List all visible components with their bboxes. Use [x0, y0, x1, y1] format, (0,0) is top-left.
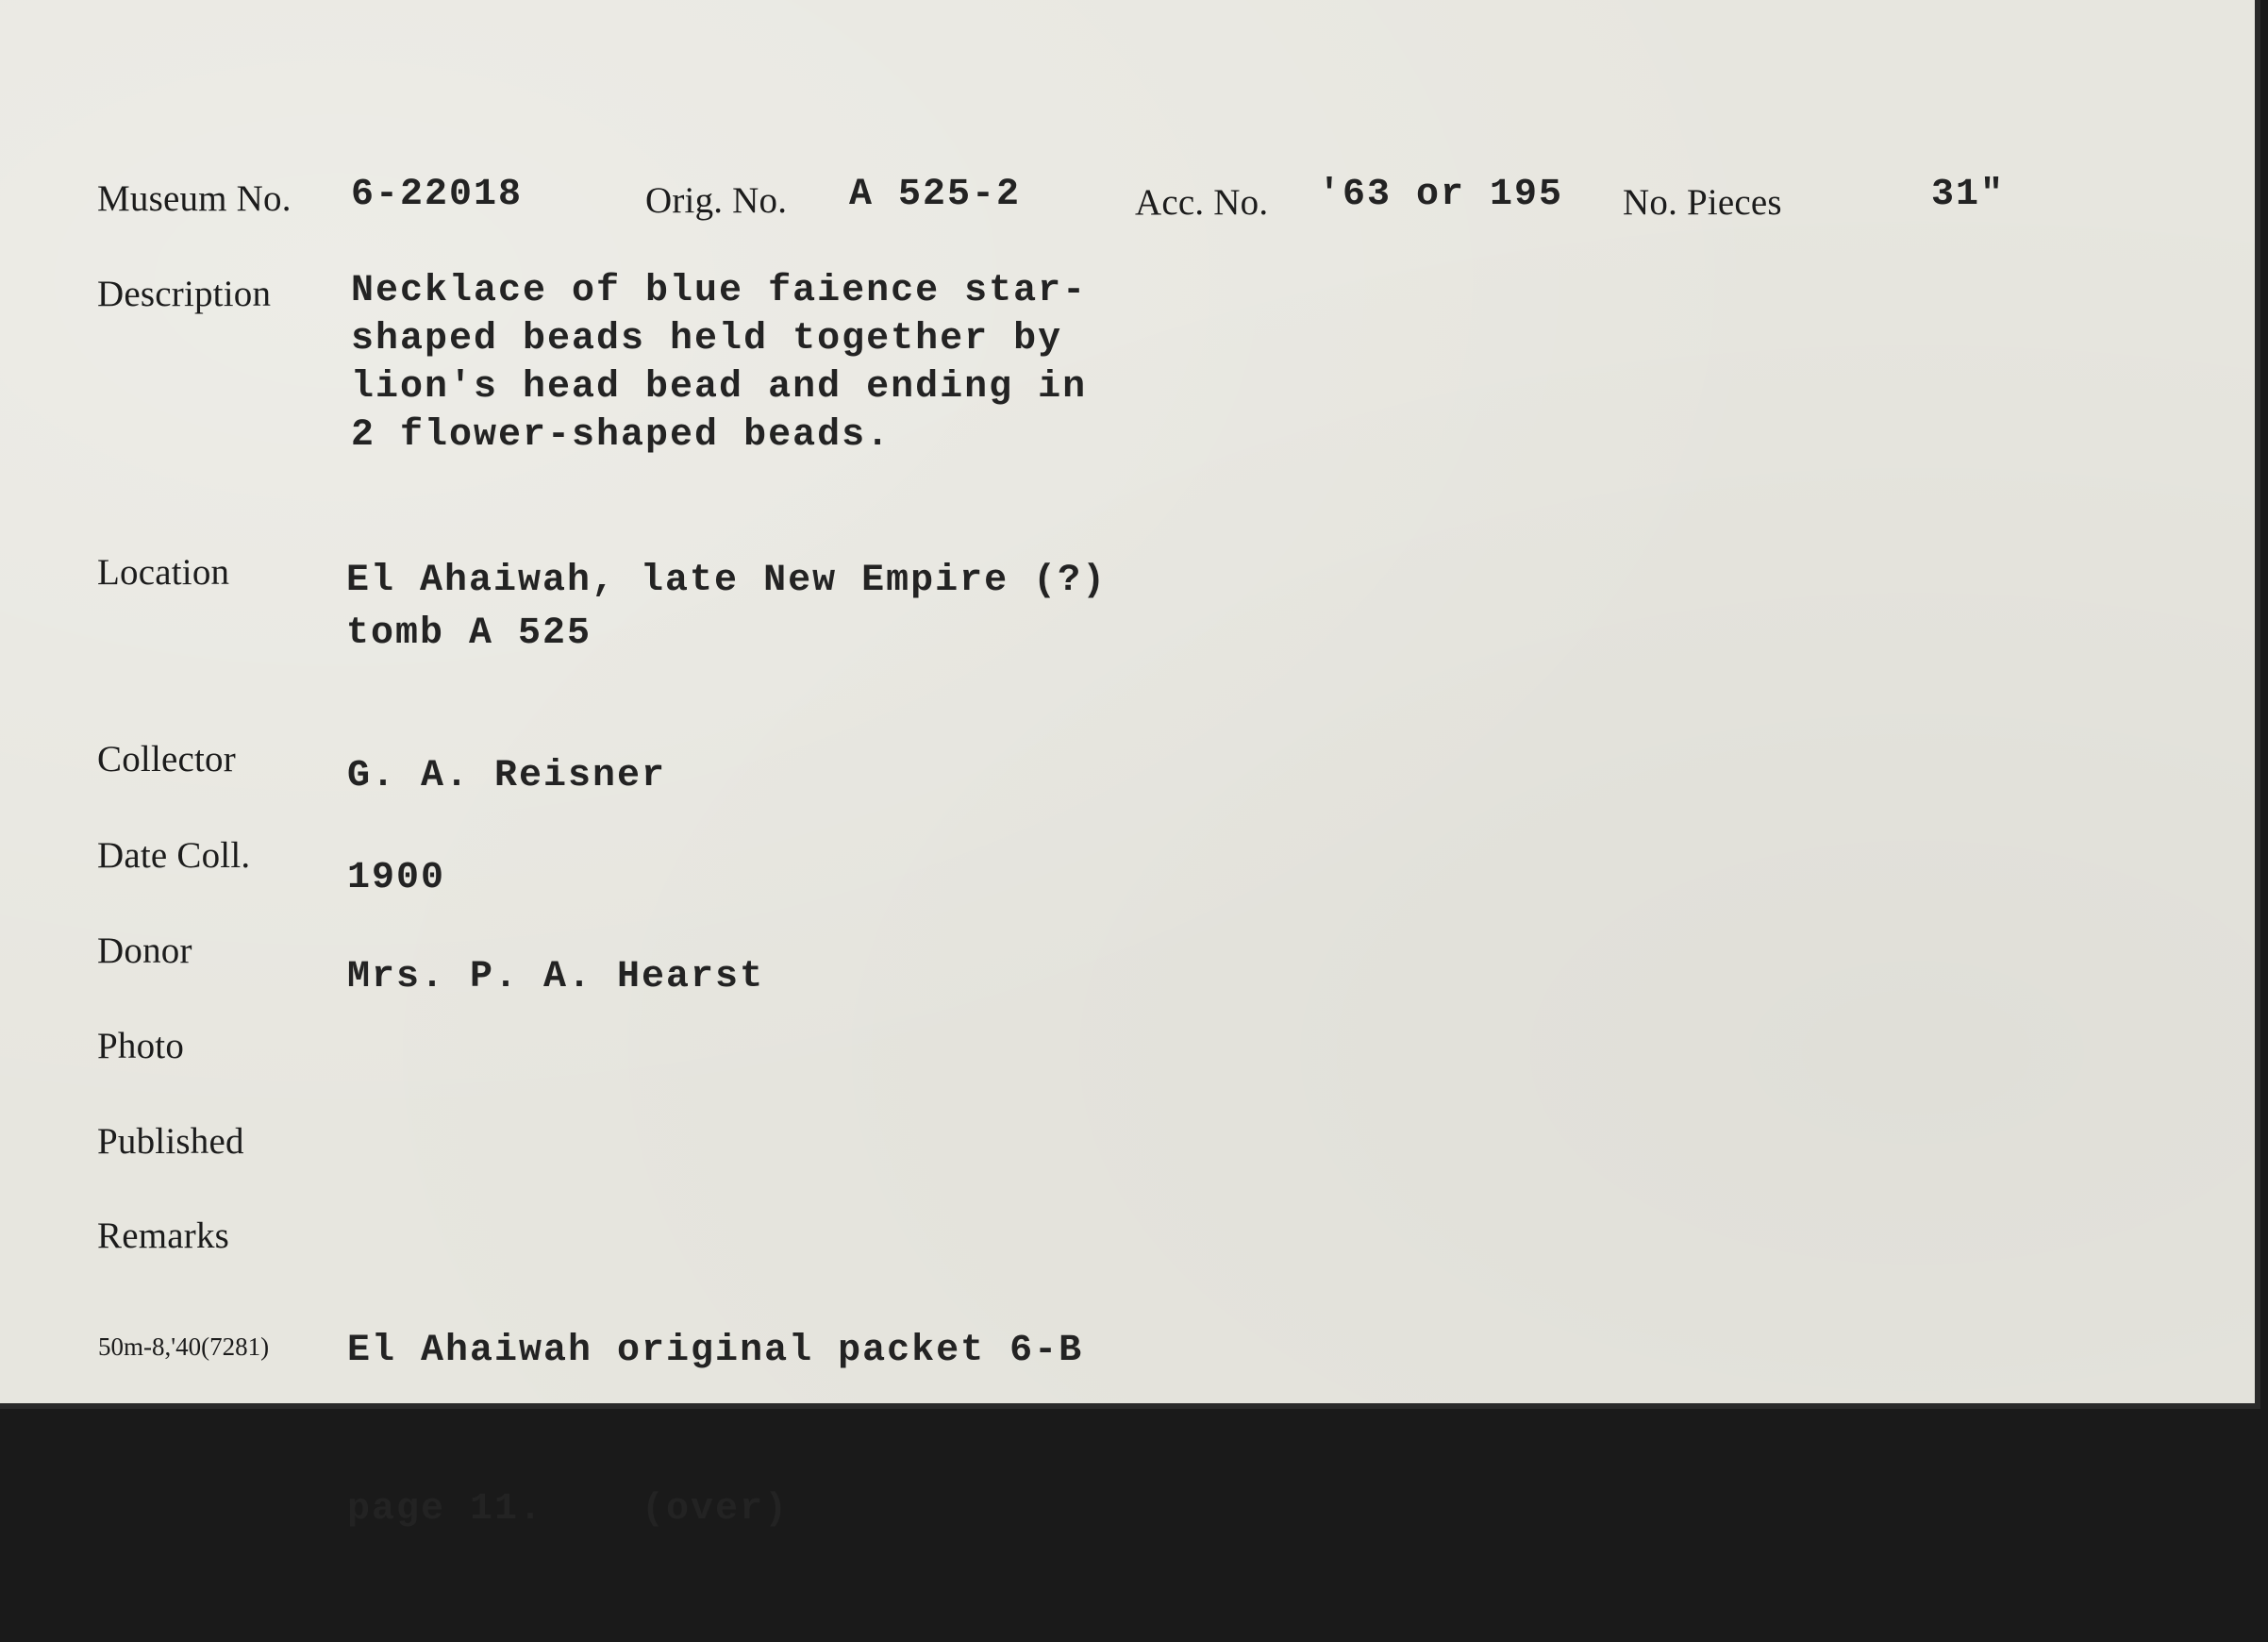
published-label: Published [97, 1121, 244, 1162]
museum-no-value: 6-22018 [351, 174, 524, 216]
donor-value: Mrs. P. A. Hearst [347, 956, 765, 998]
location-line: tomb A 525 [346, 612, 592, 655]
location-line: El Ahaiwah, late New Empire (?) [346, 560, 1108, 602]
orig-no-value: A 525-2 [849, 174, 1022, 216]
description-line: shaped beads held together by [351, 318, 1063, 360]
print-code: 50m-8,'40(7281) [98, 1332, 270, 1361]
remarks-label: Remarks [97, 1215, 230, 1256]
description-label: Description [97, 274, 272, 314]
donor-label: Donor [97, 930, 192, 971]
description-line: lion's head bead and ending in [351, 366, 1088, 409]
remarks-value [347, 1219, 1083, 1642]
date-coll-value: 1900 [347, 857, 446, 899]
location-value [346, 555, 1107, 661]
orig-no-label: Orig. No. [645, 180, 788, 221]
acc-no-label: Acc. No. [1135, 182, 1269, 223]
no-pieces-label: No. Pieces [1623, 182, 1782, 223]
description-line: Necklace of blue faience star- [351, 270, 1088, 312]
collector-label: Collector [97, 739, 236, 779]
collector-value: G. A. Reisner [347, 755, 667, 797]
acc-no-value: '63 or 195 [1318, 174, 1564, 216]
date-coll-label: Date Coll. [97, 835, 251, 876]
remarks-line: page 11. (over) [347, 1488, 790, 1531]
remarks-line: El Ahaiwah original packet 6-B [347, 1330, 1084, 1372]
museum-no-label: Museum No. [97, 178, 292, 219]
description-line: 2 flower-shaped beads. [351, 414, 892, 457]
location-label: Location [97, 552, 230, 593]
photo-label: Photo [97, 1026, 185, 1066]
no-pieces-value: 31" [1931, 174, 2006, 216]
description-value [351, 267, 1087, 460]
